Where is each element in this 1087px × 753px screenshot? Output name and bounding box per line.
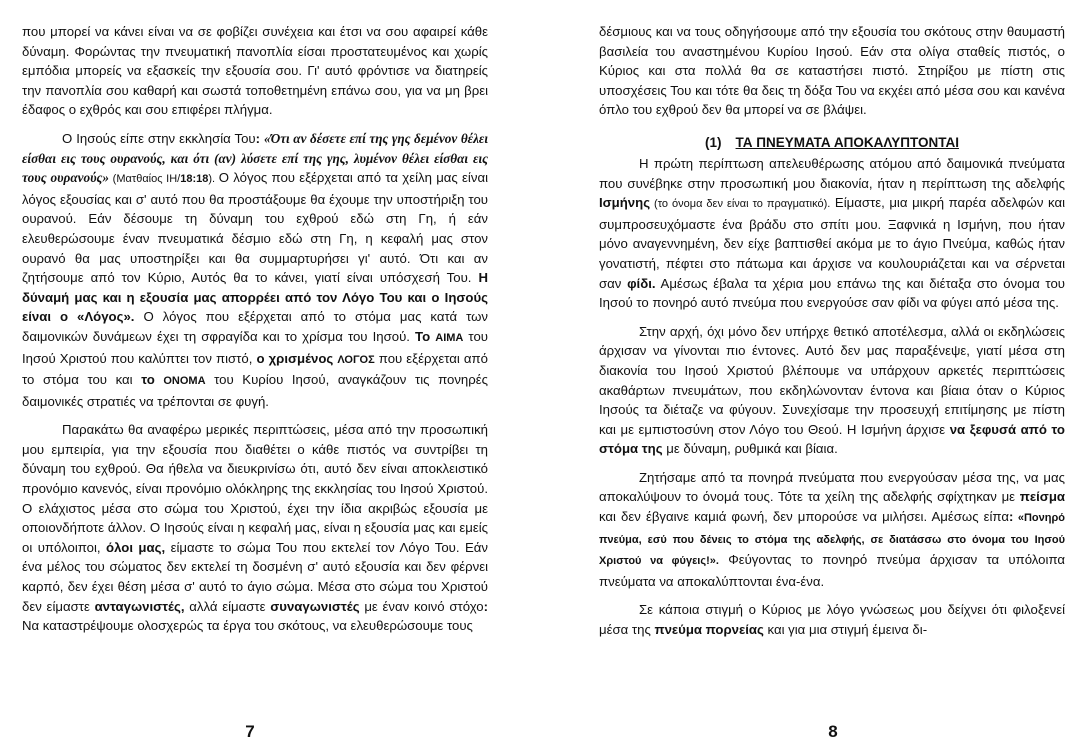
text-span: Σε κάποια στιγμή ο Κύριος με λόγο γνώσεως μου δείχνει ότι φιλοξενεί μέσα της (599, 602, 1065, 638)
text-span: Αμέσως έβαλα τα χέρια μου επάνω της και διέταξα στο όνομα του Ιησού το πονηρό αυτό πνεύμα που ενεργούσε σαν φίδι να φύγει από μέσα της. (599, 275, 1065, 311)
bold-text: φίδι. (627, 275, 656, 291)
bold-text: πείσμα (1019, 489, 1065, 505)
text-span: Είμαστε, μια μικρή παρέα αδελφών και συμπροσευχόμαστε ένα βράδυ στο σπίτι μου. Ξαφνικά η Ισμήνη, που ήταν μόνο αναγεννημένη, δεν είχε βαπτισθεί ακόμα με το άγιο Πνεύμα, καθώς ήταν γονατιστή, πέφτει στο πάτωμα και άρχισε να κουλουριάζεται και να σέρνεται σαν (599, 195, 1065, 291)
text-span: Παρακάτω θα αναφέρω μερικές περιπτώσεις, μέσα από την προσωπική μου εμπειρία, για την εξουσία που διαθέτει ο κάθε πιστός να συντρίβει τη δύναμη του εχθρού. Θα ήθελα να διευκρινίσω ότι, αυτό δεν είναι αποκλειστικό προνόμιο κανενός, είναι προνόμιο ολόκληρης της εκκλησίας του Ιησού Χριστού. Ο ελάχιστος μέσα στο σώμα του Χριστού, έχει την ίδια ακριβώς εξουσία με οποιονδήποτε άλλον. Ο Ιησούς είναι η κεφαλή μας, είναι η εξουσία μας και εμείς οι υπόλοιποι, (22, 422, 488, 555)
bold-caps: ΛΟΓΟΣ (337, 353, 375, 366)
right-paragraph-3 (599, 322, 1065, 459)
text-span: Να καταστρέψουμε ολοσχερώς τα έργα του σκότους, να ελευθερώσουμε τους (22, 618, 473, 634)
ref-part: ). (208, 173, 219, 186)
text-span: Φεύγοντας το πονηρό πνεύμα άρχισαν τα υπόλοιπα πνεύματα να αποκαλύπτονται ένα-ένα. (599, 552, 1065, 589)
bold-text: ο χρισμένος (256, 350, 338, 366)
scripture-ref (109, 173, 219, 185)
text-span: είμαστε το σώμα Του που εκτελεί τον Λόγο Του. Εάν ένα μέλος του σώματος δεν εκτελεί τη δοσμένη σ' αυτό εξουσία και δεν φέρνει καρπό, δεν έχει θέση μέσα σ' αυτό το άγιο σώμα. Μέσα στο σώμα του Χριστού δεν είμαστε (22, 539, 488, 614)
bold-text: συναγωνιστές (270, 598, 360, 614)
text-span: Στην αρχή, όχι μόνο δεν υπήρχε θετικό αποτέλεσμα, αλλά οι εκδηλώσεις άρχισαν να γίνονται πιο έντονες. Αυτό δεν μας παραξένεψε, γιατί μέσα στη διακονία του Ιησού Χριστού βλέπουμε να υπάρχουν αρκετές περιπτώσεις ακαθάρτων πνευμάτων, που εκδηλώνονταν έντονα και βίαια όταν ο Κύριος Ιησούς τα διέταζε να φύγουν. Συνεχίσαμε την προσευχή επιτίμησης με πίστη και με εμπιστοσύνη στον Λόγο του Θεού. Η Ισμήνη άρχισε (599, 323, 1065, 437)
scripture-quote: «Ότι αν δέσετε επί της γης δεμένον θέλει είσθαι εις τους ουρανούς, και ότι (αν) λύσετε επί της γης, λυμένον θέλει είσθαι εις τους ουρανούς» (22, 130, 488, 186)
text-span: του Κυρίου Ιησού, αναγκάζουν τις πονηρές δαιμονικές στρατιές να τρέπονται σε φυγή. (22, 372, 488, 409)
text-span: Ο λόγος που εξέρχεται από τα χείλη μας είναι λόγος εξουσίας και σ' αυτό που θα προστάξουμε θα έχουμε την υποστήριξη του ουρανού. Εάν δέσουμε τη δύναμη του εχθρού εδώ στη Γη, ή εάν ελευθερώσουμε έναν πνευματικά δέσμιο εδώ στη Γη, η κεφαλή μας στον ουρανό θα μας υποστηρίξει και θα συμμαρτυρήσει γι' αυτό. Ότι και αν ζητήσουμε από τον Κύριο, Αυτός θα το κάνει, γιατί είναι υπόσχεσή Του. (22, 170, 488, 286)
bold-caps: ΟΝΟΜΑ (163, 375, 206, 388)
left-page (22, 22, 488, 753)
small-note: (το όνομα δεν είναι το πραγματικό). (650, 198, 831, 211)
ref-part: (Ματθαίος ΙΗ/ (109, 173, 181, 186)
page-number-right: 8 (828, 722, 838, 741)
page-number-left: 7 (245, 722, 255, 741)
text-span: του Ιησού Χριστού που καλύπτει τον πιστό, (22, 328, 489, 366)
section-heading (599, 133, 1065, 152)
right-paragraph-5 (599, 600, 1065, 639)
section-number: (1) (705, 134, 722, 150)
text-span: που εξέρχεται από το στόμα του και (22, 350, 488, 388)
right-paragraph-4 (599, 468, 1065, 592)
text-span: Ο λόγος που εξέρχεται από το στόμα μας κατά των δαιμονικών δυνάμεων έχει τη σφραγίδα και το χρίσμα του Ιησού. (22, 309, 489, 344)
ref-verse: 18:18 (180, 173, 209, 186)
text-span: Ο Ιησούς είπε στην εκκλησία Του (62, 130, 256, 146)
text-span: αλλά είμαστε (184, 598, 271, 614)
bold-command: «Πονηρό πνεύμα, εσύ που δένεις το στόμα της αδελφής, σε διατάσσω στο όνομα του Ιησού Χριστού να φύγεις!». (599, 512, 1065, 568)
colon: : (255, 130, 261, 146)
left-paragraph-1: που μπορεί να κάνει είναι να σε φοβίζει συνέχεια και έτσι να σου αφαιρεί κάθε δύναμη. Φορώντας την πνευματική πανοπλία είσαι προστατευμένος και χωρίς εμπόδια μπορείς να εξασκείς την εξουσία σου. Γι' αυτό φρόντισε να διατηρείς την πανοπλία σου καθαρή και σωστά τοποθετημένη επάνω σου, για να μη βρει έδαφος ο εχθρός και σου επιφέρει πλήγμα. (22, 24, 488, 118)
bold-text: να ξεφυσά από το στόμα της (599, 421, 1065, 457)
left-paragraph-2 (22, 129, 488, 411)
colon: : (483, 598, 488, 614)
bold-caps: ΑΙΜΑ (435, 331, 464, 344)
right-paragraph-2 (599, 154, 1065, 313)
bold-text: Η δύναμή μας και η εξουσία μας απορρέει από τον Λόγο Του και ο Ιησούς είναι ο «Λόγος». (22, 270, 488, 325)
text-span: και για μια στιγμή έμεινα δι- (763, 622, 928, 638)
right-page (599, 22, 1065, 753)
bold-text: Ισμήνης (599, 195, 651, 211)
bold-text: ανταγωνιστές, (94, 598, 185, 614)
right-paragraph-1: δέσμιους και να τους οδηγήσουμε από την εξουσία του σκότους στην θαυμαστή βασιλεία του αναστημένου Κυρίου Ιησού. Εάν στα ολίγα σταθείς πιστός, ο Κύριος και στα πολλά θα σε καταστήσει πιστό. Στηρίξου με πίστη στις υποσχέσεις Του και τότε θα δεις τη δόξα Του να εκχέει από μέσα σου και κανένα όπλο του εχθρού δεν θα μπορεί να σε βλάψει. (599, 24, 1065, 118)
text-span: με έναν κοινό στόχο (359, 598, 484, 614)
left-paragraph-3 (22, 420, 488, 636)
text-span: και δεν έβγαινε καμιά φωνή, δεν μπορούσε να μιλήσει. Αμέσως είπα (599, 509, 1009, 525)
colon: : (1008, 509, 1014, 525)
bold-text: το (141, 372, 164, 388)
bold-text: όλοι μας, (106, 539, 166, 555)
bold-text: Το (415, 328, 436, 344)
text-span: Ζητήσαμε από τα πονηρά πνεύματα που ενεργούσαν μέσα της, να μας αποκαλύψουν το όνομά τους. Τότε τα χείλη της αδελφής σφίχτηκαν με (599, 469, 1065, 505)
text-span: με δύναμη, ρυθμικά και βίαια. (662, 441, 838, 457)
section-title: ΤΑ ΠΝΕΥΜΑΤΑ ΑΠΟΚΑΛΥΠΤΟΝΤΑΙ (735, 134, 959, 150)
bold-text: πνεύμα πορνείας (654, 622, 764, 638)
text-span: Η πρώτη περίπτωση απελευθέρωσης ατόμου από δαιμονικά πνεύματα που συνέβηκε στην προσωπική μου διακονία, ήταν η περίπτωση της αδελφής (599, 155, 1065, 191)
